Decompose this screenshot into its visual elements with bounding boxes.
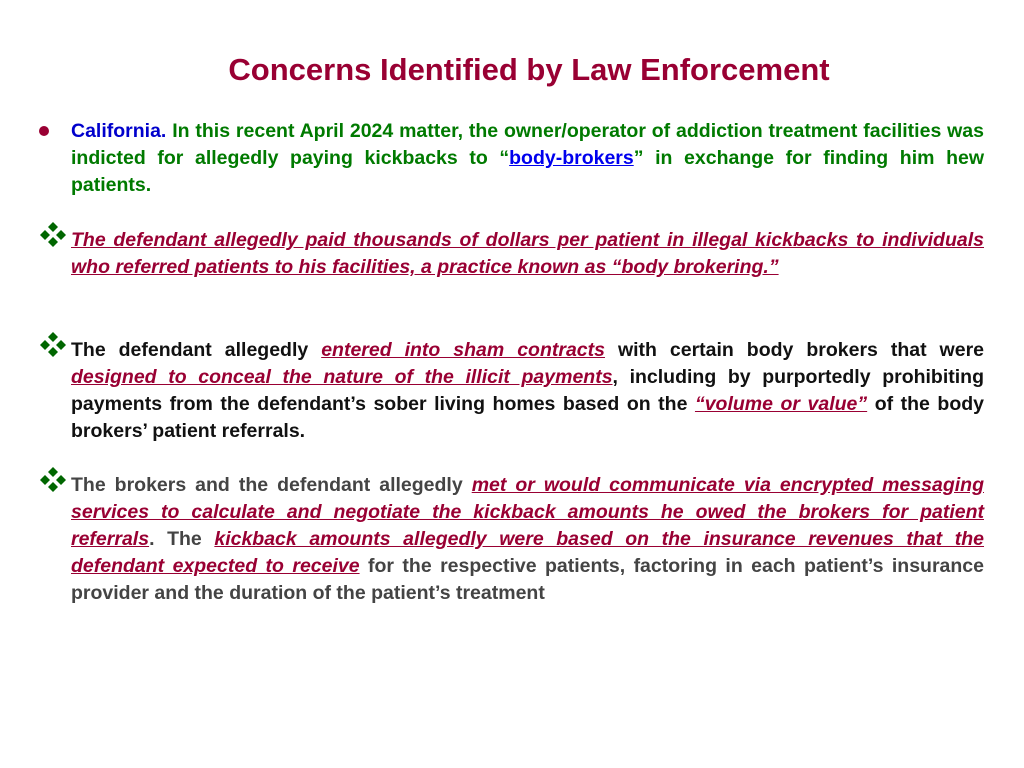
bullet-dot-icon: [39, 126, 49, 136]
underlined-phrase: kickback amounts allegedly were based on the insurance revenues that the defendant expected to receive: [71, 528, 985, 577]
bullet-kickbacks: [71, 227, 984, 281]
state-label: California.: [71, 120, 167, 142]
body-brokers-link[interactable]: body-brokers: [509, 147, 634, 169]
bullet-sham-contracts: [71, 337, 984, 445]
bullet-text: In this recent April 2024 matter, the owner/operator of addiction treatment facilities was indicted for allegedly paying kickbacks to “: [71, 120, 984, 169]
underlined-phrase: designed to conceal the nature of the illicit payments: [71, 366, 613, 388]
diamond-bullet-icon: [39, 221, 69, 247]
bullet-text: , including by purportedly prohibiting payments from the defendant’s sober living homes based on the: [71, 366, 984, 415]
bullet-encrypted-messaging: [71, 472, 984, 607]
diamond-bullet-icon: [39, 466, 69, 492]
bullet-text: of the body brokers’ patient referrals.: [71, 393, 984, 442]
bullet-california: [71, 118, 984, 199]
slide-title: Concerns Identified by Law Enforcement: [228, 52, 830, 87]
bullet-text: The defendant allegedly paid thousands of dollars per patient in illegal kickbacks to individuals who referred patients to his facilities, a practice known as “body brokering.”: [71, 229, 984, 278]
underlined-phrase: entered into sham contracts: [321, 339, 605, 361]
bullet-text: for the respective patients, factoring in each patient’s insurance provider and the duration of the patient’s treatment: [71, 555, 984, 604]
bullet-text: . The: [149, 528, 215, 550]
bullet-text: The defendant allegedly: [71, 339, 322, 361]
underlined-phrase: met or would communicate via encrypted messaging services to calculate and negotiate the kickback amounts he owed the brokers for patient referrals: [71, 474, 984, 550]
bullet-text: ” in exchange for finding him hew patients.: [71, 147, 985, 196]
bullet-text: The brokers and the defendant allegedly: [71, 474, 472, 496]
underlined-phrase: “volume or value”: [694, 393, 868, 415]
bullet-text: with certain body brokers that were: [604, 339, 985, 361]
diamond-bullet-icon: [39, 331, 69, 357]
